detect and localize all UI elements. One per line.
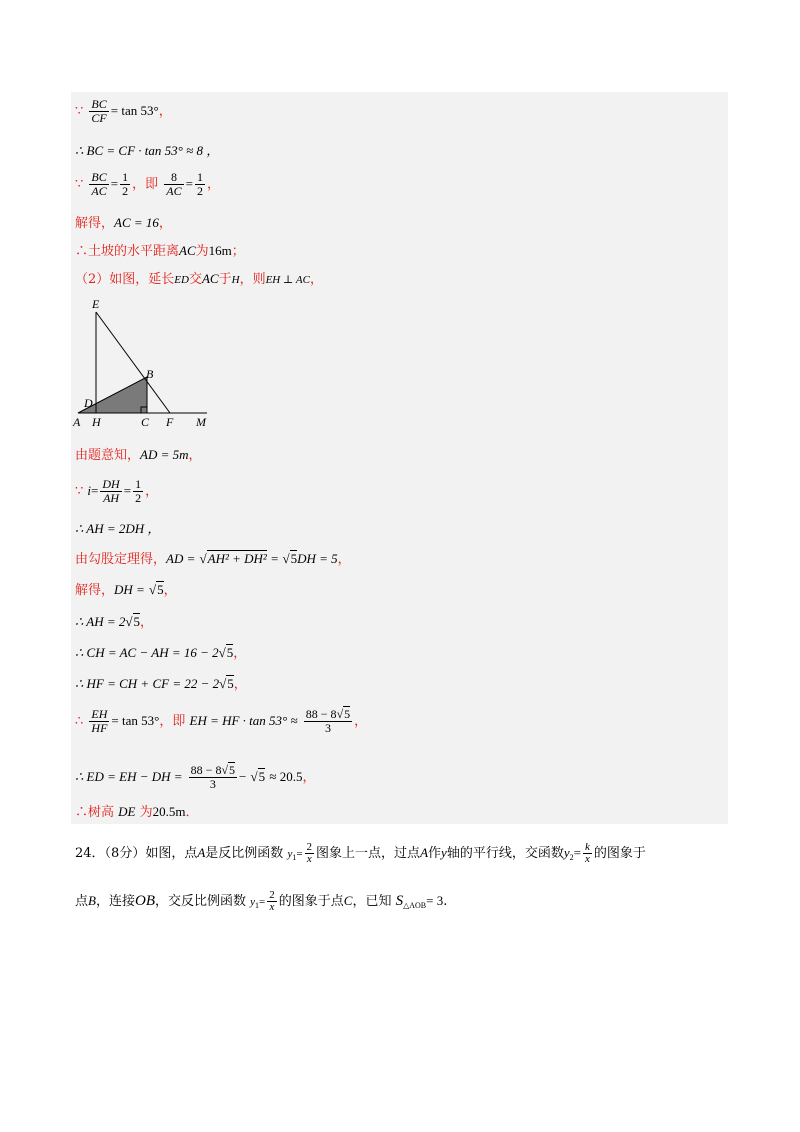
label-M: M <box>196 415 206 429</box>
fraction-2-over-x: $\frac{2}{x}$ <box>306 841 313 865</box>
fraction-k-over-x: $\frac{k}{x}$ <box>584 841 590 865</box>
solution-line-8: ∵ i= $\frac{DH}{AH}$ = $\frac{1}{2}$ ， <box>75 477 159 505</box>
fraction-88-minus: $\frac{88 - 8√5}{3}$ <box>305 707 351 735</box>
solution-line-2: ∴ BC = CF · tan 53° ≈ 8 ， <box>75 143 220 158</box>
question-24-line-1: 24．（8分）如图，点A是反比例函数 $y_1=$ $\frac{2}{x}$ 图象上一点，过点A作y轴的平行线，交函数$y_2=$ $\frac{k}{x}$ 的图象于 <box>75 841 646 865</box>
solution-line-1: ∵ $\frac{BC}{CF}$ = tan 53°， <box>75 97 172 125</box>
solution-line-14: ∴ HF = CH + CF = 22 − 2√5， <box>75 676 247 692</box>
fraction-bc-cf: $\frac{BC}{CF}$ <box>91 97 107 125</box>
fraction-8-ac: $\frac{8}{AC}$ <box>166 170 182 198</box>
solution-line-13: ∴ CH = AC − AH = 16 − 2√5， <box>75 645 247 661</box>
solution-line-12: ∴ AH = 2√5， <box>75 614 154 630</box>
label-C: C <box>141 415 150 429</box>
solution-line-7: 由题意知，AD = 5m， <box>75 447 202 463</box>
solution-line-16: ∴ ED = EH − DH = $\frac{88 - 8√5}{3}$ − √5 ≈ 20.5， <box>75 763 316 791</box>
fraction-88-minus-2: $\frac{88 - 8√5}{3}$ <box>190 763 236 791</box>
because-symbol: ∵ <box>75 104 84 119</box>
fraction-one-half: $\frac{1}{2}$ <box>122 170 129 198</box>
label-H: H <box>92 415 101 429</box>
label-B: B <box>146 367 154 381</box>
solution-line-4: 解得，AC = 16， <box>75 215 172 231</box>
solution-line-11: 解得，DH = √5， <box>75 582 177 598</box>
fraction-one-half-2: $\frac{1}{2}$ <box>196 170 203 198</box>
fraction-eh-hf: $\frac{EH}{HF}$ <box>91 707 108 735</box>
solution-line-10: 由勾股定理得，AD = √AH² + DH² = √5DH = 5， <box>75 551 351 567</box>
fraction-bc-ac: $\frac{BC}{AC}$ <box>91 170 107 198</box>
solution-line-3: ∵ $\frac{BC}{AC}$ = $\frac{1}{2}$ ，即 $\frac{8}{AC}$ = $\frac{1}{2}$ ， <box>75 170 220 198</box>
label-E: E <box>92 297 100 311</box>
geometry-figure <box>72 292 212 432</box>
solution-line-5: ∴土坡的水平距离AC为16m； <box>75 243 245 259</box>
solution-line-15: ∴ $\frac{EH}{HF}$ = tan 53°，即 EH = HF · tan 53° ≈ $\frac{88 - 8√5}{3}$ ， <box>75 707 368 735</box>
solution-line-9: ∴ AH = 2DH ， <box>75 521 161 536</box>
question-24-line-2: 点B，连接OB，交反比例函数 $y_1=$ $\frac{2}{x}$ 的图象于点C，已知 $S_{\triangle AOB}= 3$. <box>75 889 448 913</box>
solution-line-6: （2）如图，延长ED交AC于H，则EH ⊥ AC， <box>75 271 323 287</box>
label-F: F <box>166 415 174 429</box>
fraction-2-over-x-2: $\frac{2}{x}$ <box>269 889 275 913</box>
fraction-one-half-3: $\frac{1}{2}$ <box>135 477 142 505</box>
fraction-dh-ah: $\frac{DH}{AH}$ <box>102 477 120 505</box>
solution-line-17: ∴树高 DE 为20.5m． <box>75 804 199 820</box>
label-D: D <box>84 396 93 410</box>
label-A: A <box>73 415 81 429</box>
